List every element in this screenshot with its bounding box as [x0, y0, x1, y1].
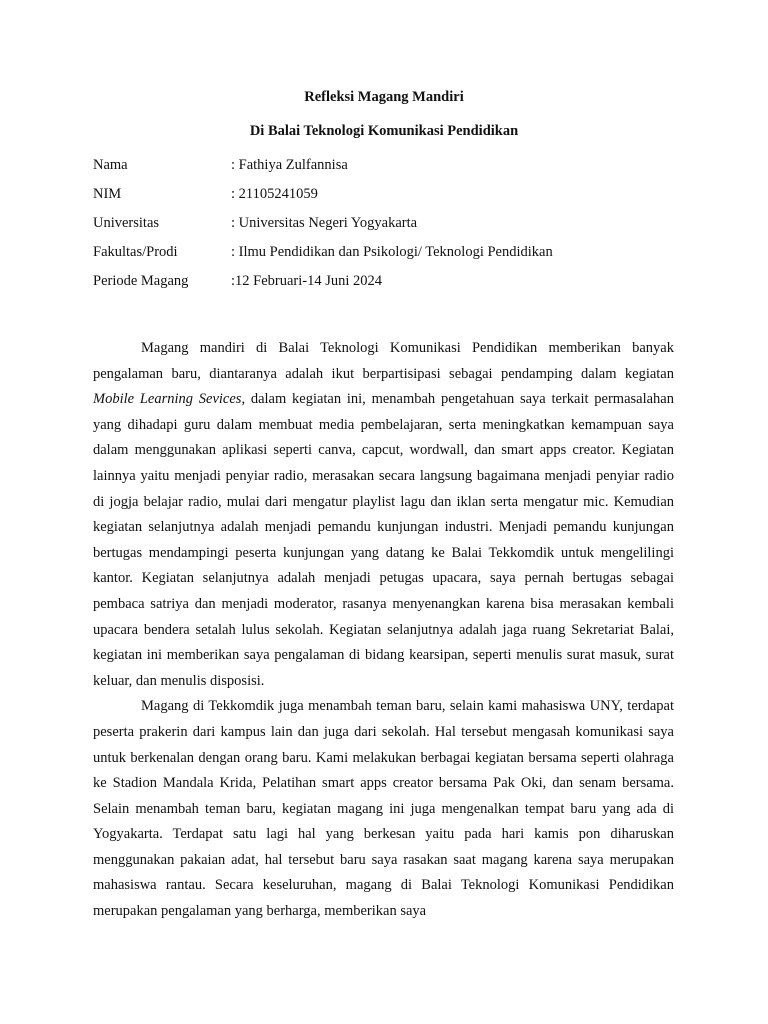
info-row-universitas — [93, 214, 683, 243]
document-subtitle: Di Balai Teknologi Komunikasi Pendidikan — [249, 123, 519, 139]
info-value: : Ilmu Pendidikan dan Psikologi/ Teknologi Pendidikan — [231, 244, 553, 260]
paragraph-1-part-1: Magang mandiri di Balai Teknologi Komunikasi Pendidikan memberikan banyak pengalaman baru, diantaranya adalah ikut berpartisipasi sebagai pendamping dalam kegiatan — [93, 340, 674, 382]
paragraph-2: Magang di Tekkomdik juga menambah teman baru, selain kami mahasiswa UNY, terdapat peserta prakerin dari kampus lain dan juga dari sekolah. Hal tersebut mengasah komunikasi saya untuk berkenalan dengan orang baru. Kami melakukan berbagai kegiatan bersama seperti olahraga ke Stadion Mandala Krida, Pelatihan smart apps creator bersama Pak Oki, dan senam bersama. Selain menambah teman baru, kegiatan magang ini juga mengenalkan tempat baru yang ada di Yogyakarta. Terdapat satu lagi hal yang berkesan yaitu pada hari kamis pon diharuskan menggunakan pakaian adat, hal tersebut baru saya rasakan saat magang karena saya merupakan mahasiswa rantau. Secara keseluruhan, magang di Balai Teknologi Komunikasi Pendidikan merupakan pengalaman yang berharga, memberikan saya — [93, 698, 674, 920]
info-label: Fakultas/Prodi — [93, 244, 178, 260]
info-value: : Fathiya Zulfannisa — [231, 157, 348, 173]
info-value: : 21105241059 — [231, 186, 318, 202]
document-title: Refleksi Magang Mandiri — [304, 89, 464, 105]
paragraph-1-part-2: , dalam kegiatan ini, menambah pengetahuan saya terkait permasalahan yang dihadapi guru dalam membuat media pembelajaran, serta meningkatkan kemampuan saya dalam menggunakan aplikasi seperti canva, capcut, wordwall, dan smart apps creator. Kegiatan lainnya yaitu menjadi penyiar radio, merasakan secara langsung bagaimana menjadi penyiar radio di jogja belajar radio, mulai dari mengatur playlist lagu dan iklan serta mengatur mic. Kemudian kegiatan selanjutnya adalah menjadi pemandu kunjungan industri. Menjadi pemandu kunjungan bertugas mendampingi peserta kunjungan yang datang ke Balai Tekkomdik untuk mengelilingi kantor. Kegiatan selanjutnya adalah menjadi petugas upacara, saya pernah bertugas sebagai pembaca satriya dan menjadi moderator, rasanya menyenangkan karena bisa merasakan kembali upacara bendera setalah lulus sekolah. Kegiatan selanjutnya adalah jaga ruang Sekretariat Balai, kegiatan ini memberikan saya pengalaman di bidang kearsipan, seperti menulis surat masuk, surat keluar, dan menulis disposisi. — [93, 391, 674, 689]
info-row-fakultas-prodi — [93, 243, 683, 272]
info-label: Nama — [93, 157, 128, 173]
paragraph-1-italic-term: Mobile Learning Sevices — [93, 391, 242, 408]
info-label: NIM — [93, 186, 122, 202]
info-label: Universitas — [93, 215, 160, 231]
info-row-nim — [93, 185, 683, 214]
info-value: :12 Februari-14 Juni 2024 — [231, 273, 383, 289]
identity-table — [93, 156, 683, 301]
info-label: Periode Magang — [93, 273, 189, 289]
info-row-periode-magang — [93, 272, 683, 301]
info-value: : Universitas Negeri Yogyakarta — [231, 215, 418, 231]
info-row-nama — [93, 156, 683, 185]
paragraph-1 — [93, 336, 674, 694]
reflection-body — [93, 336, 674, 925]
